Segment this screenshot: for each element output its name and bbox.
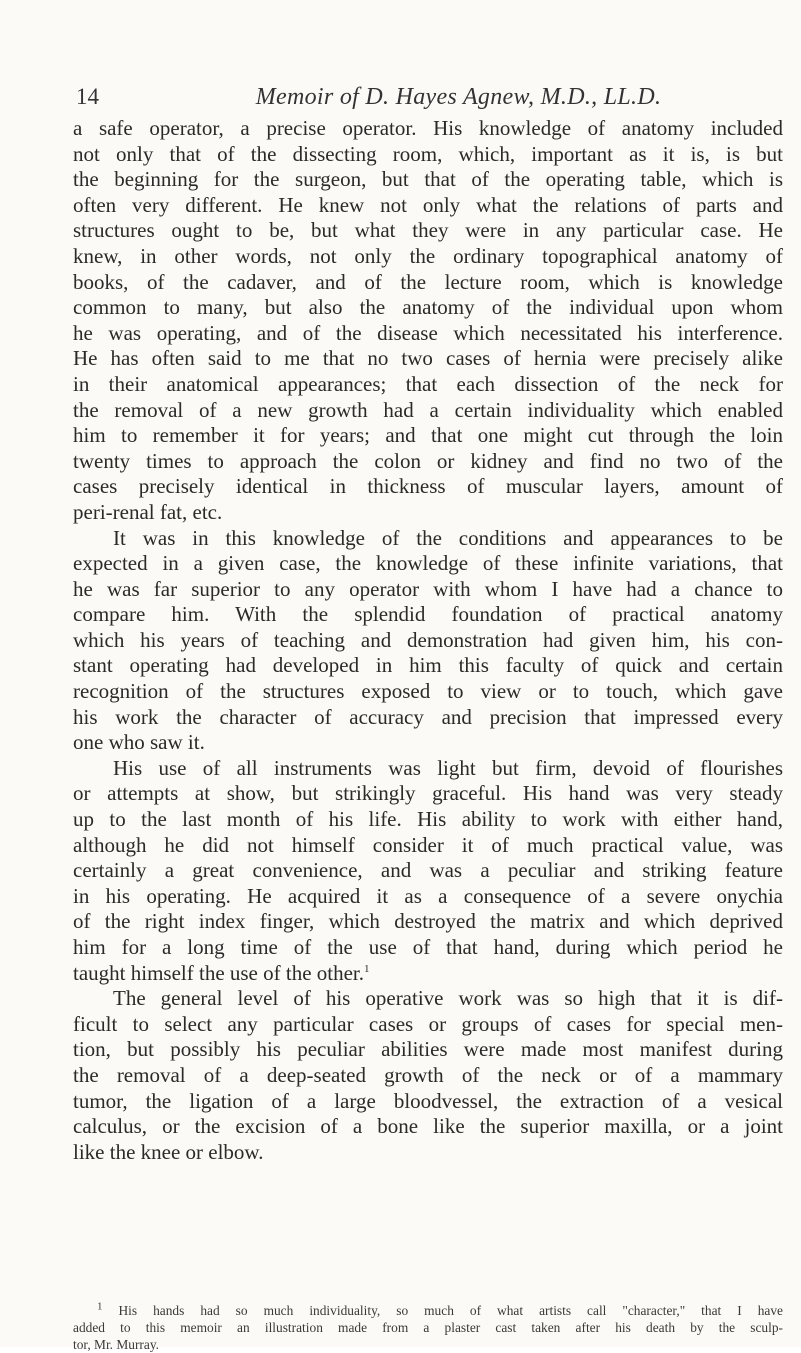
text-line-content: taught himself the use of the other. (73, 960, 365, 985)
text-line: books, of the cadaver, and of the lecture room, which is knowledge (73, 269, 783, 294)
text-line: he was operating, and of the disease which necessitated his interference. (73, 320, 783, 345)
text-line: It was in this knowledge of the conditions and appearances to be (113, 525, 783, 550)
text-line: certainly a great convenience, and was a peculiar and striking feature (73, 858, 783, 883)
footnote-marker: 1 (364, 962, 370, 975)
text-line: him for a long time of the use of that hand, during which period he (73, 935, 783, 959)
text-line: which his years of teaching and demonstration had given him, his con- (73, 627, 783, 652)
text-line: the removal of a deep-seated growth of the neck or of a mammary (73, 1062, 783, 1087)
page-number: 14 (76, 84, 99, 109)
text-line-with-footnote (73, 961, 783, 987)
text-line: one who saw it. (73, 730, 205, 755)
text-line: often very different. He knew not only what the relations of parts and (73, 192, 783, 217)
text-line: in their anatomical appearances; that each dissection of the neck for (73, 371, 783, 396)
text-line: calculus, or the excision of a bone like the superior maxilla, or a joint (73, 1114, 783, 1139)
text-line: the removal of a new growth had a certain individuality which enabled (73, 397, 783, 422)
text-line: He has often said to me that no two cases of hernia were precisely alike (73, 346, 783, 371)
running-title: Memoir of D. Hayes Agnew, M.D., LL.D. (255, 84, 662, 110)
text-line: the beginning for the surgeon, but that of the operating table, which is (73, 167, 783, 192)
running-head (76, 84, 781, 118)
text-line: him to remember it for years; and that one might cut through the loin (73, 423, 783, 448)
text-line: tumor, the ligation of a large bloodvessel, the extraction of a vesical (73, 1088, 783, 1113)
text-line: recognition of the structures exposed to view or to touch, which gave (73, 679, 783, 704)
text-line: up to the last month of his life. His ability to work with either hand, (73, 807, 783, 832)
text-line: ficult to select any particular cases or groups of cases for special men- (73, 1011, 783, 1036)
text-line: or attempts at show, but strikingly graceful. His hand was very steady (73, 781, 783, 806)
text-line: he was far superior to any operator with whom I have had a chance to (73, 576, 783, 601)
text-line: compare him. With the splendid foundation of practical anatomy (73, 602, 783, 627)
text-line: like the knee or elbow. (73, 1139, 264, 1164)
footnote-line: tor, Mr. Murray. (73, 1337, 159, 1352)
text-line: although he did not himself consider it of much practical value, was (73, 832, 783, 857)
text-line: cases precisely identical in thickness of muscular layers, amount of (73, 474, 783, 499)
text-line: tion, but possibly his peculiar abilities were made most manifest during (73, 1037, 783, 1062)
text-line: structures ought to be, but what they were in any particular case. He (73, 218, 783, 243)
text-line: common to many, but also the anatomy of the individual upon whom (73, 295, 783, 320)
text-line: his work the character of accuracy and precision that impressed every (73, 704, 783, 729)
text-line: His use of all instruments was light but firm, devoid of flourishes (113, 755, 783, 780)
text-line: peri-renal fat, etc. (73, 499, 223, 524)
text-line: knew, in other words, not only the ordinary topographical anatomy of (73, 243, 783, 268)
footnote-line-content: His hands had so much individuality, so much of what artists call "character," that I have (118, 1303, 783, 1318)
text-line: not only that of the dissecting room, which, important as it is, is but (73, 141, 783, 166)
footnote-line (73, 1302, 783, 1319)
footnote-number: 1 (97, 1300, 103, 1313)
text-line: stant operating had developed in him this faculty of quick and certain (73, 653, 783, 678)
text-line: in his operating. He acquired it as a consequence of a severe onychia (73, 883, 783, 908)
body-text (73, 116, 783, 1165)
text-line: The general level of his operative work was so high that it is dif- (113, 986, 783, 1011)
footnote-line: added to this memoir an illustration made from a plaster cast taken after his death by the sculp- (73, 1320, 783, 1335)
text-line: of the right index finger, which destroyed the matrix and which deprived (73, 909, 783, 934)
text-line: twenty times to approach the colon or kidney and find no two of the (73, 448, 783, 473)
footnote (73, 1302, 783, 1353)
text-line: a safe operator, a precise operator. His knowledge of anatomy included (73, 116, 783, 140)
text-line: expected in a given case, the knowledge of these infinite variations, that (73, 551, 783, 576)
